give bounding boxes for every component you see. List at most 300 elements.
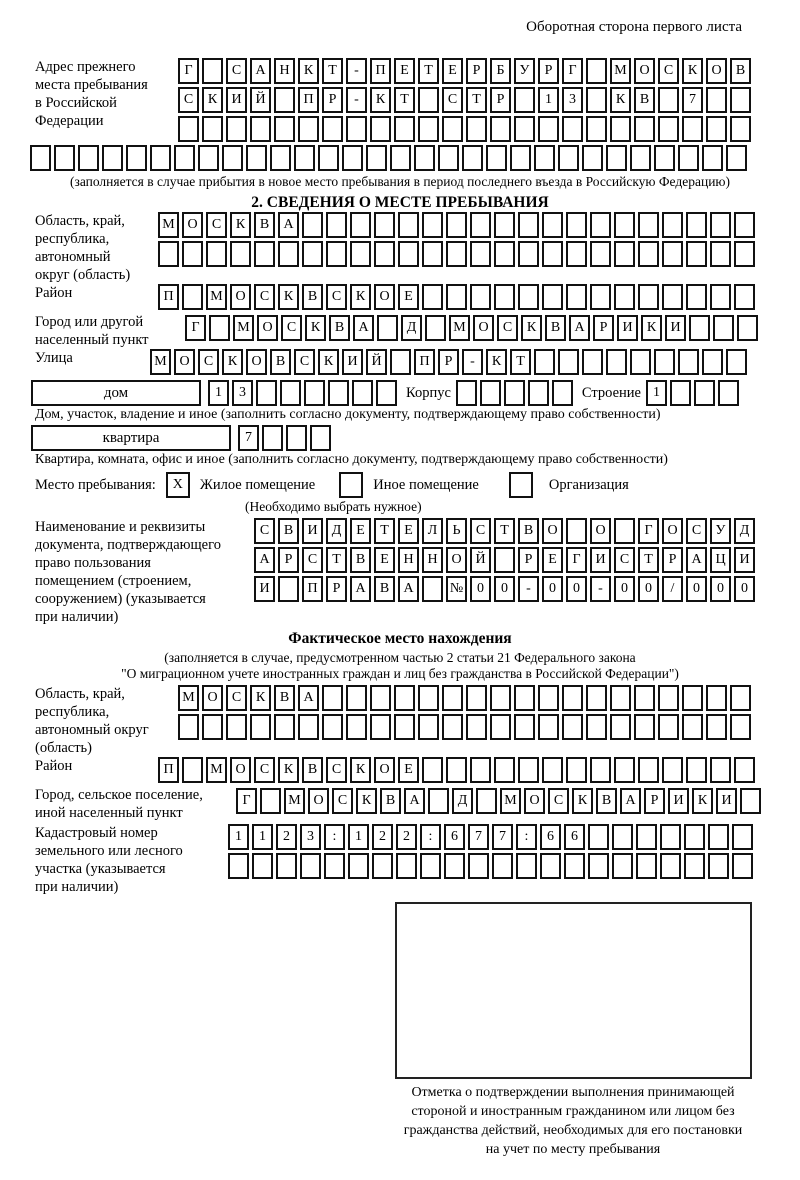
char-cell[interactable]: В: [302, 757, 323, 783]
char-cell[interactable]: В: [278, 518, 299, 544]
char-cell[interactable]: Т: [510, 349, 531, 375]
char-cell[interactable]: [682, 714, 703, 740]
char-cell[interactable]: [494, 547, 515, 573]
char-cell[interactable]: [510, 145, 531, 171]
char-cell[interactable]: [658, 714, 679, 740]
char-cell[interactable]: В: [270, 349, 291, 375]
char-cell[interactable]: [466, 685, 487, 711]
char-cell[interactable]: 7: [238, 425, 259, 451]
char-cell[interactable]: [490, 116, 511, 142]
char-cell[interactable]: [538, 685, 559, 711]
char-cell[interactable]: [422, 757, 443, 783]
char-cell[interactable]: [480, 380, 501, 406]
char-cell[interactable]: [586, 116, 607, 142]
char-cell[interactable]: Е: [442, 58, 463, 84]
char-cell[interactable]: [654, 349, 675, 375]
char-cell[interactable]: О: [524, 788, 545, 814]
char-cell[interactable]: [528, 380, 549, 406]
char-cell[interactable]: А: [278, 212, 299, 238]
char-cell[interactable]: В: [545, 315, 566, 341]
char-cell[interactable]: [686, 284, 707, 310]
char-cell[interactable]: О: [174, 349, 195, 375]
char-cell[interactable]: Р: [278, 547, 299, 573]
char-cell[interactable]: [444, 853, 465, 879]
char-cell[interactable]: [682, 116, 703, 142]
char-cell[interactable]: С: [254, 284, 275, 310]
char-cell[interactable]: [518, 284, 539, 310]
char-cell[interactable]: [638, 241, 659, 267]
char-cell[interactable]: [518, 212, 539, 238]
char-cell[interactable]: И: [302, 518, 323, 544]
char-cell[interactable]: [298, 116, 319, 142]
char-cell[interactable]: [588, 824, 609, 850]
char-cell[interactable]: [686, 757, 707, 783]
char-cell[interactable]: Г: [638, 518, 659, 544]
char-cell[interactable]: [278, 576, 299, 602]
char-cell[interactable]: М: [233, 315, 254, 341]
char-cell[interactable]: [542, 284, 563, 310]
char-cell[interactable]: [226, 116, 247, 142]
char-cell[interactable]: [446, 212, 467, 238]
char-cell[interactable]: 2: [372, 824, 393, 850]
char-cell[interactable]: [418, 116, 439, 142]
char-cell[interactable]: [564, 853, 585, 879]
char-cell[interactable]: [694, 380, 715, 406]
char-cell[interactable]: [274, 116, 295, 142]
char-cell[interactable]: [422, 284, 443, 310]
char-cell[interactable]: С: [226, 685, 247, 711]
char-cell[interactable]: -: [462, 349, 483, 375]
char-cell[interactable]: У: [710, 518, 731, 544]
char-cell[interactable]: Д: [326, 518, 347, 544]
char-cell[interactable]: [730, 87, 751, 113]
char-cell[interactable]: 3: [562, 87, 583, 113]
char-cell[interactable]: [542, 757, 563, 783]
char-cell[interactable]: [638, 757, 659, 783]
char-cell[interactable]: [350, 212, 371, 238]
char-cell[interactable]: Р: [518, 547, 539, 573]
char-cell[interactable]: С: [497, 315, 518, 341]
char-cell[interactable]: П: [158, 757, 179, 783]
char-cell[interactable]: 1: [252, 824, 273, 850]
char-cell[interactable]: К: [222, 349, 243, 375]
char-cell[interactable]: Е: [350, 518, 371, 544]
char-cell[interactable]: [250, 116, 271, 142]
char-cell[interactable]: [636, 853, 657, 879]
char-cell[interactable]: 1: [348, 824, 369, 850]
char-cell[interactable]: [514, 87, 535, 113]
char-cell[interactable]: В: [730, 58, 751, 84]
char-cell[interactable]: [658, 685, 679, 711]
char-cell[interactable]: [566, 241, 587, 267]
char-cell[interactable]: 0: [470, 576, 491, 602]
char-cell[interactable]: К: [610, 87, 631, 113]
char-cell[interactable]: [446, 757, 467, 783]
char-cell[interactable]: О: [374, 757, 395, 783]
char-cell[interactable]: И: [734, 547, 755, 573]
char-cell[interactable]: [202, 714, 223, 740]
char-cell[interactable]: [494, 212, 515, 238]
char-cell[interactable]: Т: [394, 87, 415, 113]
char-cell[interactable]: А: [353, 315, 374, 341]
char-cell[interactable]: С: [686, 518, 707, 544]
char-cell[interactable]: [566, 212, 587, 238]
char-cell[interactable]: С: [198, 349, 219, 375]
char-cell[interactable]: Н: [274, 58, 295, 84]
char-cell[interactable]: [304, 380, 325, 406]
char-cell[interactable]: И: [665, 315, 686, 341]
char-cell[interactable]: Р: [490, 87, 511, 113]
char-cell[interactable]: 0: [710, 576, 731, 602]
char-cell[interactable]: [586, 714, 607, 740]
char-cell[interactable]: [706, 87, 727, 113]
char-cell[interactable]: [370, 685, 391, 711]
char-cell[interactable]: [322, 685, 343, 711]
char-cell[interactable]: [470, 284, 491, 310]
char-cell[interactable]: [374, 212, 395, 238]
char-cell[interactable]: [470, 757, 491, 783]
char-cell[interactable]: В: [380, 788, 401, 814]
char-cell[interactable]: Е: [398, 284, 419, 310]
char-cell[interactable]: [734, 284, 755, 310]
char-cell[interactable]: М: [610, 58, 631, 84]
char-cell[interactable]: [686, 241, 707, 267]
char-cell[interactable]: [606, 349, 627, 375]
char-cell[interactable]: 0: [638, 576, 659, 602]
char-cell[interactable]: [346, 685, 367, 711]
char-cell[interactable]: 0: [494, 576, 515, 602]
char-cell[interactable]: К: [278, 284, 299, 310]
char-cell[interactable]: С: [326, 284, 347, 310]
char-cell[interactable]: -: [346, 58, 367, 84]
char-cell[interactable]: [54, 145, 75, 171]
char-cell[interactable]: [150, 145, 171, 171]
char-cell[interactable]: [734, 212, 755, 238]
char-cell[interactable]: О: [246, 349, 267, 375]
char-cell[interactable]: 1: [228, 824, 249, 850]
char-cell[interactable]: [740, 788, 761, 814]
char-cell[interactable]: [516, 853, 537, 879]
char-cell[interactable]: В: [350, 547, 371, 573]
char-cell[interactable]: [396, 853, 417, 879]
char-cell[interactable]: [102, 145, 123, 171]
char-cell[interactable]: [586, 685, 607, 711]
char-cell[interactable]: А: [569, 315, 590, 341]
char-cell[interactable]: Р: [593, 315, 614, 341]
char-cell[interactable]: Д: [734, 518, 755, 544]
char-cell[interactable]: [730, 685, 751, 711]
char-cell[interactable]: В: [274, 685, 295, 711]
char-cell[interactable]: М: [150, 349, 171, 375]
char-cell[interactable]: В: [329, 315, 350, 341]
char-cell[interactable]: [706, 714, 727, 740]
stay-type-checkbox-organization[interactable]: [509, 472, 533, 498]
char-cell[interactable]: К: [298, 58, 319, 84]
char-cell[interactable]: [376, 380, 397, 406]
char-cell[interactable]: С: [614, 547, 635, 573]
char-cell[interactable]: О: [706, 58, 727, 84]
char-cell[interactable]: А: [298, 685, 319, 711]
char-cell[interactable]: И: [590, 547, 611, 573]
char-cell[interactable]: 0: [734, 576, 755, 602]
char-cell[interactable]: [682, 685, 703, 711]
char-cell[interactable]: [494, 757, 515, 783]
char-cell[interactable]: 7: [682, 87, 703, 113]
char-cell[interactable]: С: [326, 757, 347, 783]
char-cell[interactable]: [228, 853, 249, 879]
char-cell[interactable]: [394, 116, 415, 142]
char-cell[interactable]: О: [473, 315, 494, 341]
char-cell[interactable]: О: [230, 284, 251, 310]
char-cell[interactable]: Й: [250, 87, 271, 113]
char-cell[interactable]: [126, 145, 147, 171]
char-cell[interactable]: [514, 116, 535, 142]
char-cell[interactable]: [366, 145, 387, 171]
char-cell[interactable]: В: [302, 284, 323, 310]
char-cell[interactable]: С: [548, 788, 569, 814]
char-cell[interactable]: [470, 212, 491, 238]
char-cell[interactable]: С: [470, 518, 491, 544]
char-cell[interactable]: [442, 714, 463, 740]
char-cell[interactable]: [658, 116, 679, 142]
char-cell[interactable]: О: [662, 518, 683, 544]
char-cell[interactable]: [630, 349, 651, 375]
char-cell[interactable]: Г: [185, 315, 206, 341]
char-cell[interactable]: 3: [232, 380, 253, 406]
char-cell[interactable]: Е: [542, 547, 563, 573]
char-cell[interactable]: [702, 145, 723, 171]
char-cell[interactable]: [468, 853, 489, 879]
char-cell[interactable]: [346, 714, 367, 740]
char-cell[interactable]: [494, 284, 515, 310]
char-cell[interactable]: [590, 284, 611, 310]
char-cell[interactable]: С: [226, 58, 247, 84]
char-cell[interactable]: [250, 714, 271, 740]
char-cell[interactable]: Т: [466, 87, 487, 113]
char-cell[interactable]: [686, 212, 707, 238]
char-cell[interactable]: [494, 241, 515, 267]
char-cell[interactable]: [558, 145, 579, 171]
char-cell[interactable]: [422, 241, 443, 267]
char-cell[interactable]: Р: [644, 788, 665, 814]
char-cell[interactable]: О: [230, 757, 251, 783]
char-cell[interactable]: К: [641, 315, 662, 341]
char-cell[interactable]: [310, 425, 331, 451]
char-cell[interactable]: 0: [614, 576, 635, 602]
char-cell[interactable]: [256, 380, 277, 406]
char-cell[interactable]: [418, 714, 439, 740]
char-cell[interactable]: А: [398, 576, 419, 602]
char-cell[interactable]: [209, 315, 230, 341]
char-cell[interactable]: О: [634, 58, 655, 84]
char-cell[interactable]: [504, 380, 525, 406]
char-cell[interactable]: Т: [322, 58, 343, 84]
char-cell[interactable]: [324, 853, 345, 879]
char-cell[interactable]: [662, 212, 683, 238]
char-cell[interactable]: С: [254, 518, 275, 544]
char-cell[interactable]: В: [518, 518, 539, 544]
char-cell[interactable]: [614, 241, 635, 267]
char-cell[interactable]: [254, 241, 275, 267]
char-cell[interactable]: [262, 425, 283, 451]
char-cell[interactable]: [198, 145, 219, 171]
char-cell[interactable]: [684, 853, 705, 879]
char-cell[interactable]: О: [182, 212, 203, 238]
char-cell[interactable]: М: [449, 315, 470, 341]
char-cell[interactable]: [514, 714, 535, 740]
char-cell[interactable]: [614, 757, 635, 783]
char-cell[interactable]: Й: [470, 547, 491, 573]
char-cell[interactable]: [588, 853, 609, 879]
char-cell[interactable]: [78, 145, 99, 171]
char-cell[interactable]: [662, 284, 683, 310]
char-cell[interactable]: [274, 714, 295, 740]
char-cell[interactable]: [558, 349, 579, 375]
char-cell[interactable]: [352, 380, 373, 406]
char-cell[interactable]: К: [692, 788, 713, 814]
char-cell[interactable]: [294, 145, 315, 171]
char-cell[interactable]: [342, 145, 363, 171]
char-cell[interactable]: С: [281, 315, 302, 341]
char-cell[interactable]: [614, 518, 635, 544]
char-cell[interactable]: [298, 714, 319, 740]
char-cell[interactable]: Р: [438, 349, 459, 375]
char-cell[interactable]: -: [590, 576, 611, 602]
char-cell[interactable]: [370, 714, 391, 740]
char-cell[interactable]: Е: [394, 58, 415, 84]
char-cell[interactable]: [662, 241, 683, 267]
char-cell[interactable]: [518, 757, 539, 783]
char-cell[interactable]: [566, 518, 587, 544]
char-cell[interactable]: Р: [538, 58, 559, 84]
char-cell[interactable]: [390, 349, 411, 375]
char-cell[interactable]: С: [332, 788, 353, 814]
char-cell[interactable]: [610, 116, 631, 142]
char-cell[interactable]: :: [516, 824, 537, 850]
char-cell[interactable]: 0: [542, 576, 563, 602]
char-cell[interactable]: [612, 824, 633, 850]
char-cell[interactable]: [326, 241, 347, 267]
char-cell[interactable]: С: [658, 58, 679, 84]
char-cell[interactable]: [684, 824, 705, 850]
char-cell[interactable]: [726, 349, 747, 375]
char-cell[interactable]: [710, 212, 731, 238]
char-cell[interactable]: [398, 212, 419, 238]
char-cell[interactable]: [420, 853, 441, 879]
char-cell[interactable]: К: [682, 58, 703, 84]
char-cell[interactable]: [260, 788, 281, 814]
char-cell[interactable]: [606, 145, 627, 171]
char-cell[interactable]: [456, 380, 477, 406]
char-cell[interactable]: К: [250, 685, 271, 711]
char-cell[interactable]: 6: [540, 824, 561, 850]
char-cell[interactable]: Л: [422, 518, 443, 544]
char-cell[interactable]: [542, 212, 563, 238]
char-cell[interactable]: М: [206, 757, 227, 783]
char-cell[interactable]: [442, 685, 463, 711]
char-cell[interactable]: [348, 853, 369, 879]
char-cell[interactable]: [300, 853, 321, 879]
char-cell[interactable]: Г: [562, 58, 583, 84]
char-cell[interactable]: К: [356, 788, 377, 814]
char-cell[interactable]: [318, 145, 339, 171]
char-cell[interactable]: [552, 380, 573, 406]
char-cell[interactable]: [612, 853, 633, 879]
char-cell[interactable]: [370, 116, 391, 142]
char-cell[interactable]: [654, 145, 675, 171]
char-cell[interactable]: [182, 757, 203, 783]
char-cell[interactable]: [638, 212, 659, 238]
char-cell[interactable]: М: [158, 212, 179, 238]
char-cell[interactable]: К: [572, 788, 593, 814]
char-cell[interactable]: В: [596, 788, 617, 814]
char-cell[interactable]: [638, 284, 659, 310]
char-cell[interactable]: [278, 241, 299, 267]
char-cell[interactable]: О: [590, 518, 611, 544]
char-cell[interactable]: О: [374, 284, 395, 310]
char-cell[interactable]: [582, 349, 603, 375]
char-cell[interactable]: :: [420, 824, 441, 850]
char-cell[interactable]: [586, 58, 607, 84]
char-cell[interactable]: Р: [326, 576, 347, 602]
char-cell[interactable]: К: [350, 284, 371, 310]
char-cell[interactable]: [418, 685, 439, 711]
char-cell[interactable]: [678, 349, 699, 375]
char-cell[interactable]: [590, 757, 611, 783]
char-cell[interactable]: [246, 145, 267, 171]
char-cell[interactable]: [689, 315, 710, 341]
char-cell[interactable]: №: [446, 576, 467, 602]
char-cell[interactable]: Е: [374, 547, 395, 573]
char-cell[interactable]: О: [542, 518, 563, 544]
char-cell[interactable]: [302, 212, 323, 238]
char-cell[interactable]: К: [230, 212, 251, 238]
char-cell[interactable]: [178, 116, 199, 142]
char-cell[interactable]: К: [305, 315, 326, 341]
char-cell[interactable]: [566, 757, 587, 783]
char-cell[interactable]: О: [202, 685, 223, 711]
char-cell[interactable]: [678, 145, 699, 171]
char-cell[interactable]: [490, 714, 511, 740]
char-cell[interactable]: [670, 380, 691, 406]
char-cell[interactable]: /: [662, 576, 683, 602]
char-cell[interactable]: Г: [178, 58, 199, 84]
char-cell[interactable]: [660, 853, 681, 879]
char-cell[interactable]: [490, 685, 511, 711]
char-cell[interactable]: [202, 116, 223, 142]
char-cell[interactable]: [428, 788, 449, 814]
char-cell[interactable]: [422, 212, 443, 238]
char-cell[interactable]: [636, 824, 657, 850]
char-cell[interactable]: В: [254, 212, 275, 238]
char-cell[interactable]: В: [634, 87, 655, 113]
char-cell[interactable]: 7: [492, 824, 513, 850]
char-cell[interactable]: К: [370, 87, 391, 113]
char-cell[interactable]: Н: [422, 547, 443, 573]
char-cell[interactable]: П: [302, 576, 323, 602]
char-cell[interactable]: [660, 824, 681, 850]
char-cell[interactable]: [158, 241, 179, 267]
char-cell[interactable]: О: [308, 788, 329, 814]
char-cell[interactable]: [418, 87, 439, 113]
char-cell[interactable]: [276, 853, 297, 879]
char-cell[interactable]: Р: [662, 547, 683, 573]
char-cell[interactable]: А: [620, 788, 641, 814]
char-cell[interactable]: [222, 145, 243, 171]
char-cell[interactable]: [710, 757, 731, 783]
char-cell[interactable]: -: [518, 576, 539, 602]
char-cell[interactable]: [438, 145, 459, 171]
